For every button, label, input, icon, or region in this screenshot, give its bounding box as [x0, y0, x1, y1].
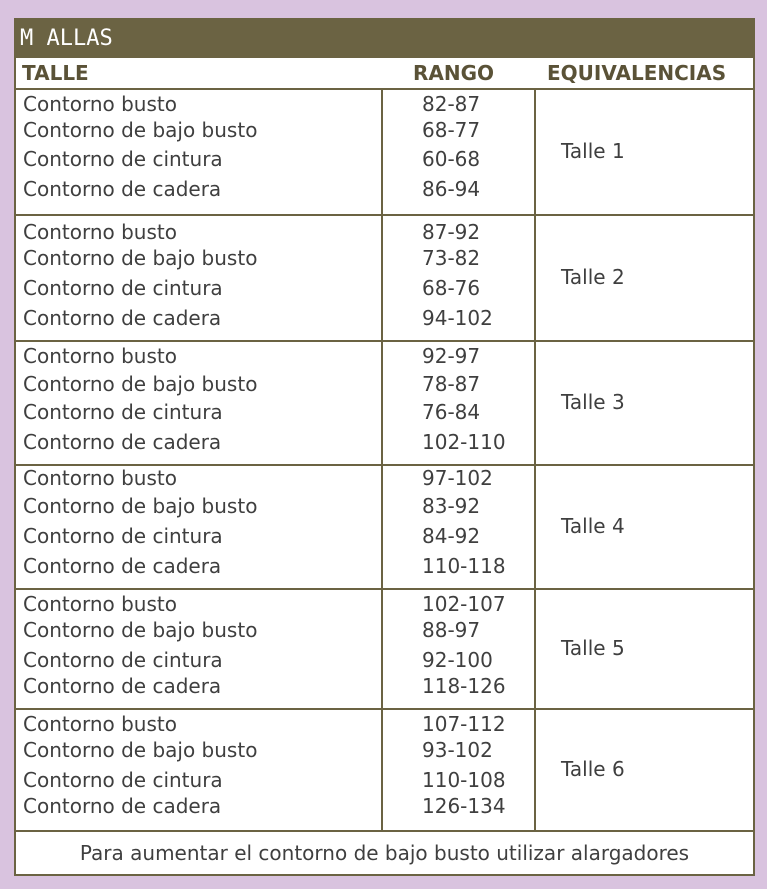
range-value: 110-118: [422, 554, 506, 578]
column-divider: [381, 590, 383, 708]
measure-label: Contorno de cadera: [23, 674, 222, 698]
measure-label: Contorno de cintura: [23, 276, 223, 300]
column-divider: [534, 216, 536, 340]
range-value: 78-87: [422, 372, 481, 396]
measure-label: Contorno de bajo busto: [23, 738, 258, 762]
range-value: 76-84: [422, 400, 481, 424]
measure-label: Contorno de cadera: [23, 794, 222, 818]
equivalence-label: Talle 6: [561, 757, 625, 781]
column-divider: [381, 216, 383, 340]
size-group: [16, 342, 753, 466]
column-divider: [534, 90, 536, 214]
measure-label: Contorno de bajo busto: [23, 618, 258, 642]
size-group: [16, 710, 753, 832]
equivalence-label: Talle 3: [561, 390, 625, 414]
range-value: 97-102: [422, 466, 493, 490]
measure-label: Contorno busto: [23, 592, 177, 616]
measure-label: Contorno de cadera: [23, 306, 222, 330]
range-value: 92-100: [422, 648, 493, 672]
size-group: [16, 90, 753, 216]
range-value: 92-97: [422, 344, 481, 368]
range-value: 86-94: [422, 177, 481, 201]
range-value: 68-76: [422, 276, 481, 300]
measure-label: Contorno de cadera: [23, 554, 222, 578]
measure-label: Contorno de cintura: [23, 648, 223, 672]
range-value: 84-92: [422, 524, 481, 548]
column-divider: [381, 90, 383, 214]
measure-label: Contorno busto: [23, 712, 177, 736]
measure-label: Contorno busto: [23, 466, 177, 490]
range-value: 82-87: [422, 92, 481, 116]
footer-note: Para aumentar el contorno de bajo busto utilizar alargadores: [79, 841, 690, 865]
equivalence-label: Talle 1: [561, 139, 625, 163]
range-value: 102-107: [422, 592, 506, 616]
equivalence-label: Talle 5: [561, 636, 625, 660]
measure-label: Contorno busto: [23, 92, 177, 116]
size-group: [16, 216, 753, 342]
size-chart: [14, 18, 755, 876]
range-value: 73-82: [422, 246, 481, 270]
measure-label: Contorno de cadera: [23, 430, 222, 454]
equivalence-label: Talle 4: [561, 514, 625, 538]
range-value: 107-112: [422, 712, 506, 736]
column-divider: [381, 710, 383, 830]
column-divider: [381, 342, 383, 464]
table-header-row: [16, 58, 753, 90]
range-value: 60-68: [422, 147, 481, 171]
measure-label: Contorno de bajo busto: [23, 118, 258, 142]
size-group: [16, 590, 753, 710]
range-value: 93-102: [422, 738, 493, 762]
measure-label: Contorno busto: [23, 344, 177, 368]
measure-label: Contorno de cintura: [23, 768, 223, 792]
column-divider: [534, 466, 536, 588]
range-value: 87-92: [422, 220, 481, 244]
range-value: 68-77: [422, 118, 481, 142]
header-talle: TALLE: [22, 61, 89, 85]
measure-label: Contorno de bajo busto: [23, 372, 258, 396]
measure-label: Contorno busto: [23, 220, 177, 244]
measure-label: Contorno de cintura: [23, 400, 223, 424]
column-divider: [381, 466, 383, 588]
measure-label: Contorno de bajo busto: [23, 494, 258, 518]
column-divider: [534, 342, 536, 464]
table-title: M ALLAS: [16, 20, 753, 58]
range-value: 94-102: [422, 306, 493, 330]
range-value: 118-126: [422, 674, 506, 698]
measure-label: Contorno de cintura: [23, 147, 223, 171]
equivalence-label: Talle 2: [561, 265, 625, 289]
column-divider: [534, 590, 536, 708]
size-group: [16, 466, 753, 590]
range-value: 83-92: [422, 494, 481, 518]
column-divider: [534, 710, 536, 830]
range-value: 110-108: [422, 768, 506, 792]
range-value: 102-110: [422, 430, 506, 454]
header-rango: RANGO: [413, 61, 495, 85]
range-value: 126-134: [422, 794, 506, 818]
measure-label: Contorno de cintura: [23, 524, 223, 548]
range-value: 88-97: [422, 618, 481, 642]
header-equivalencias: EQUIVALENCIAS: [547, 61, 727, 85]
measure-label: Contorno de bajo busto: [23, 246, 258, 270]
measure-label: Contorno de cadera: [23, 177, 222, 201]
